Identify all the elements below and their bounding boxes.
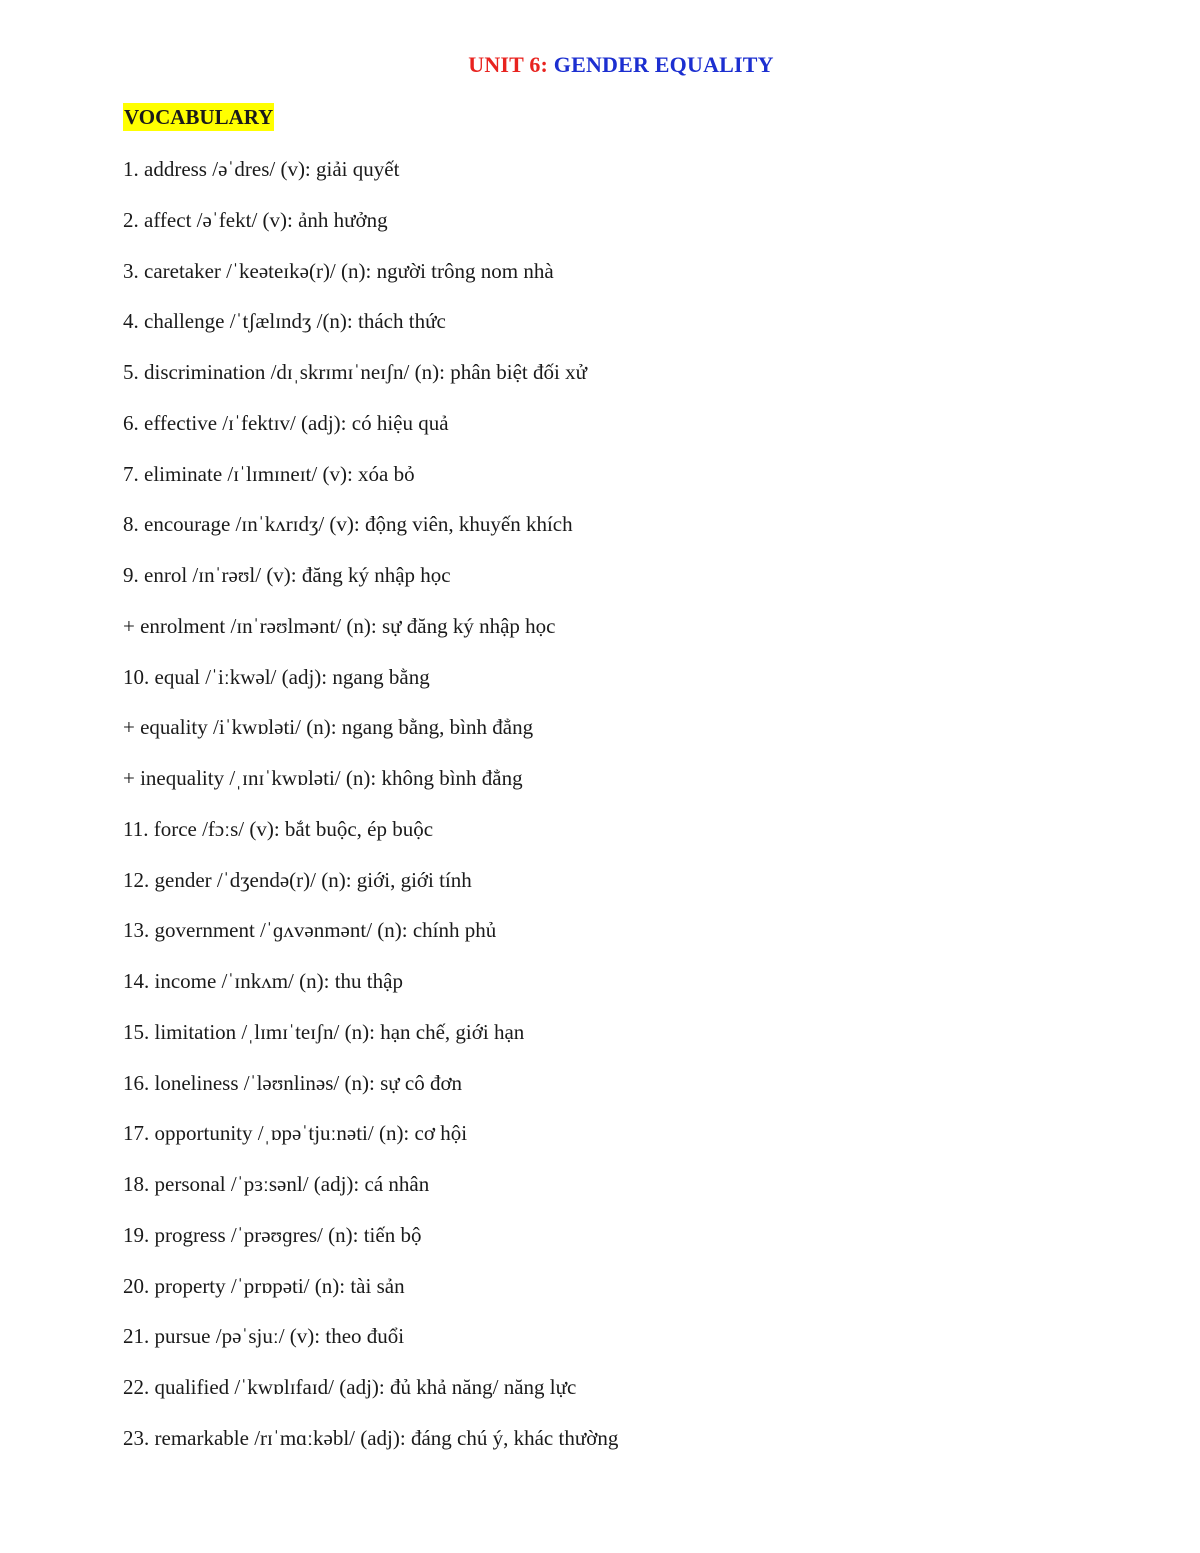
vocabulary-item: 20. property /ˈprɒpəti/ (n): tài sản: [123, 1273, 405, 1298]
section-heading-vocabulary: VOCABULARY: [124, 105, 274, 129]
unit-topic: GENDER EQUALITY: [553, 52, 774, 77]
vocabulary-list: [123, 154, 618, 1474]
vocabulary-item: + equality /iˈkwɒləti/ (n): ngang bằng, bình đẳng: [123, 715, 534, 740]
vocabulary-item: 23. remarkable /rɪˈmɑːkəbl/ (adj): đáng chú ý, khác thường: [123, 1425, 619, 1450]
vocabulary-item: 14. income /ˈɪnkʌm/ (n): thu thập: [123, 969, 403, 993]
unit-label: UNIT 6:: [468, 52, 549, 77]
vocabulary-item: 3. caretaker /ˈkeəteɪkə(r)/ (n): người trông nom nhà: [123, 258, 554, 283]
page-title: [0, 52, 1200, 78]
vocabulary-item: 22. qualified /ˈkwɒlɪfaɪd/ (adj): đủ khả năng/ năng lực: [123, 1375, 577, 1399]
vocabulary-item: 15. limitation /ˌlɪmɪˈteɪʃn/ (n): hạn chế, giới hạn: [123, 1019, 525, 1044]
vocabulary-item: 16. loneliness /ˈləʊnlinəs/ (n): sự cô đơn: [123, 1070, 463, 1095]
vocabulary-item: 7. eliminate /ɪˈlɪmɪneɪt/ (v): xóa bỏ: [123, 461, 415, 486]
vocabulary-item: 13. government /ˈɡʌvənmənt/ (n): chính phủ: [123, 918, 497, 943]
vocabulary-item: 5. discrimination /dɪˌskrɪmɪˈneɪʃn/ (n): phân biệt đối xử: [123, 360, 587, 384]
vocabulary-item: 10. equal /ˈiːkwəl/ (adj): ngang bằng: [123, 664, 430, 689]
vocabulary-item: 1. address /əˈdres/ (v): giải quyết: [123, 157, 400, 181]
vocabulary-item: 18. personal /ˈpɜːsənl/ (adj): cá nhân: [123, 1172, 430, 1196]
vocabulary-item: 6. effective /ɪˈfektɪv/ (adj): có hiệu quả: [123, 410, 449, 435]
vocabulary-item: 4. challenge /ˈtʃælɪndʒ /(n): thách thức: [123, 309, 446, 334]
vocabulary-item: 19. progress /ˈprəʊɡres/ (n): tiến bộ: [123, 1222, 422, 1247]
vocabulary-item: 21. pursue /pəˈsjuː/ (v): theo đuổi: [123, 1324, 405, 1349]
vocabulary-item: 17. opportunity /ˌɒpəˈtjuːnəti/ (n): cơ hội: [123, 1121, 468, 1146]
vocabulary-item: + inequality /ˌɪnɪˈkwɒləti/ (n): không bình đẳng: [123, 766, 523, 790]
vocabulary-item: 11. force /fɔːs/ (v): bắt buộc, ép buộc: [123, 816, 434, 841]
vocabulary-item: 9. enrol /ɪnˈrəʊl/ (v): đăng ký nhập học: [123, 563, 451, 587]
vocabulary-item: 12. gender /ˈdʒendə(r)/ (n): giới, giới tính: [123, 867, 472, 892]
vocabulary-item: 8. encourage /ɪnˈkʌrɪdʒ/ (v): động viên, khuyến khích: [123, 512, 573, 537]
vocabulary-item: 2. affect /əˈfekt/ (v): ảnh hưởng: [123, 207, 388, 232]
vocabulary-item: + enrolment /ɪnˈrəʊlmənt/ (n): sự đăng ký nhập học: [123, 613, 556, 638]
